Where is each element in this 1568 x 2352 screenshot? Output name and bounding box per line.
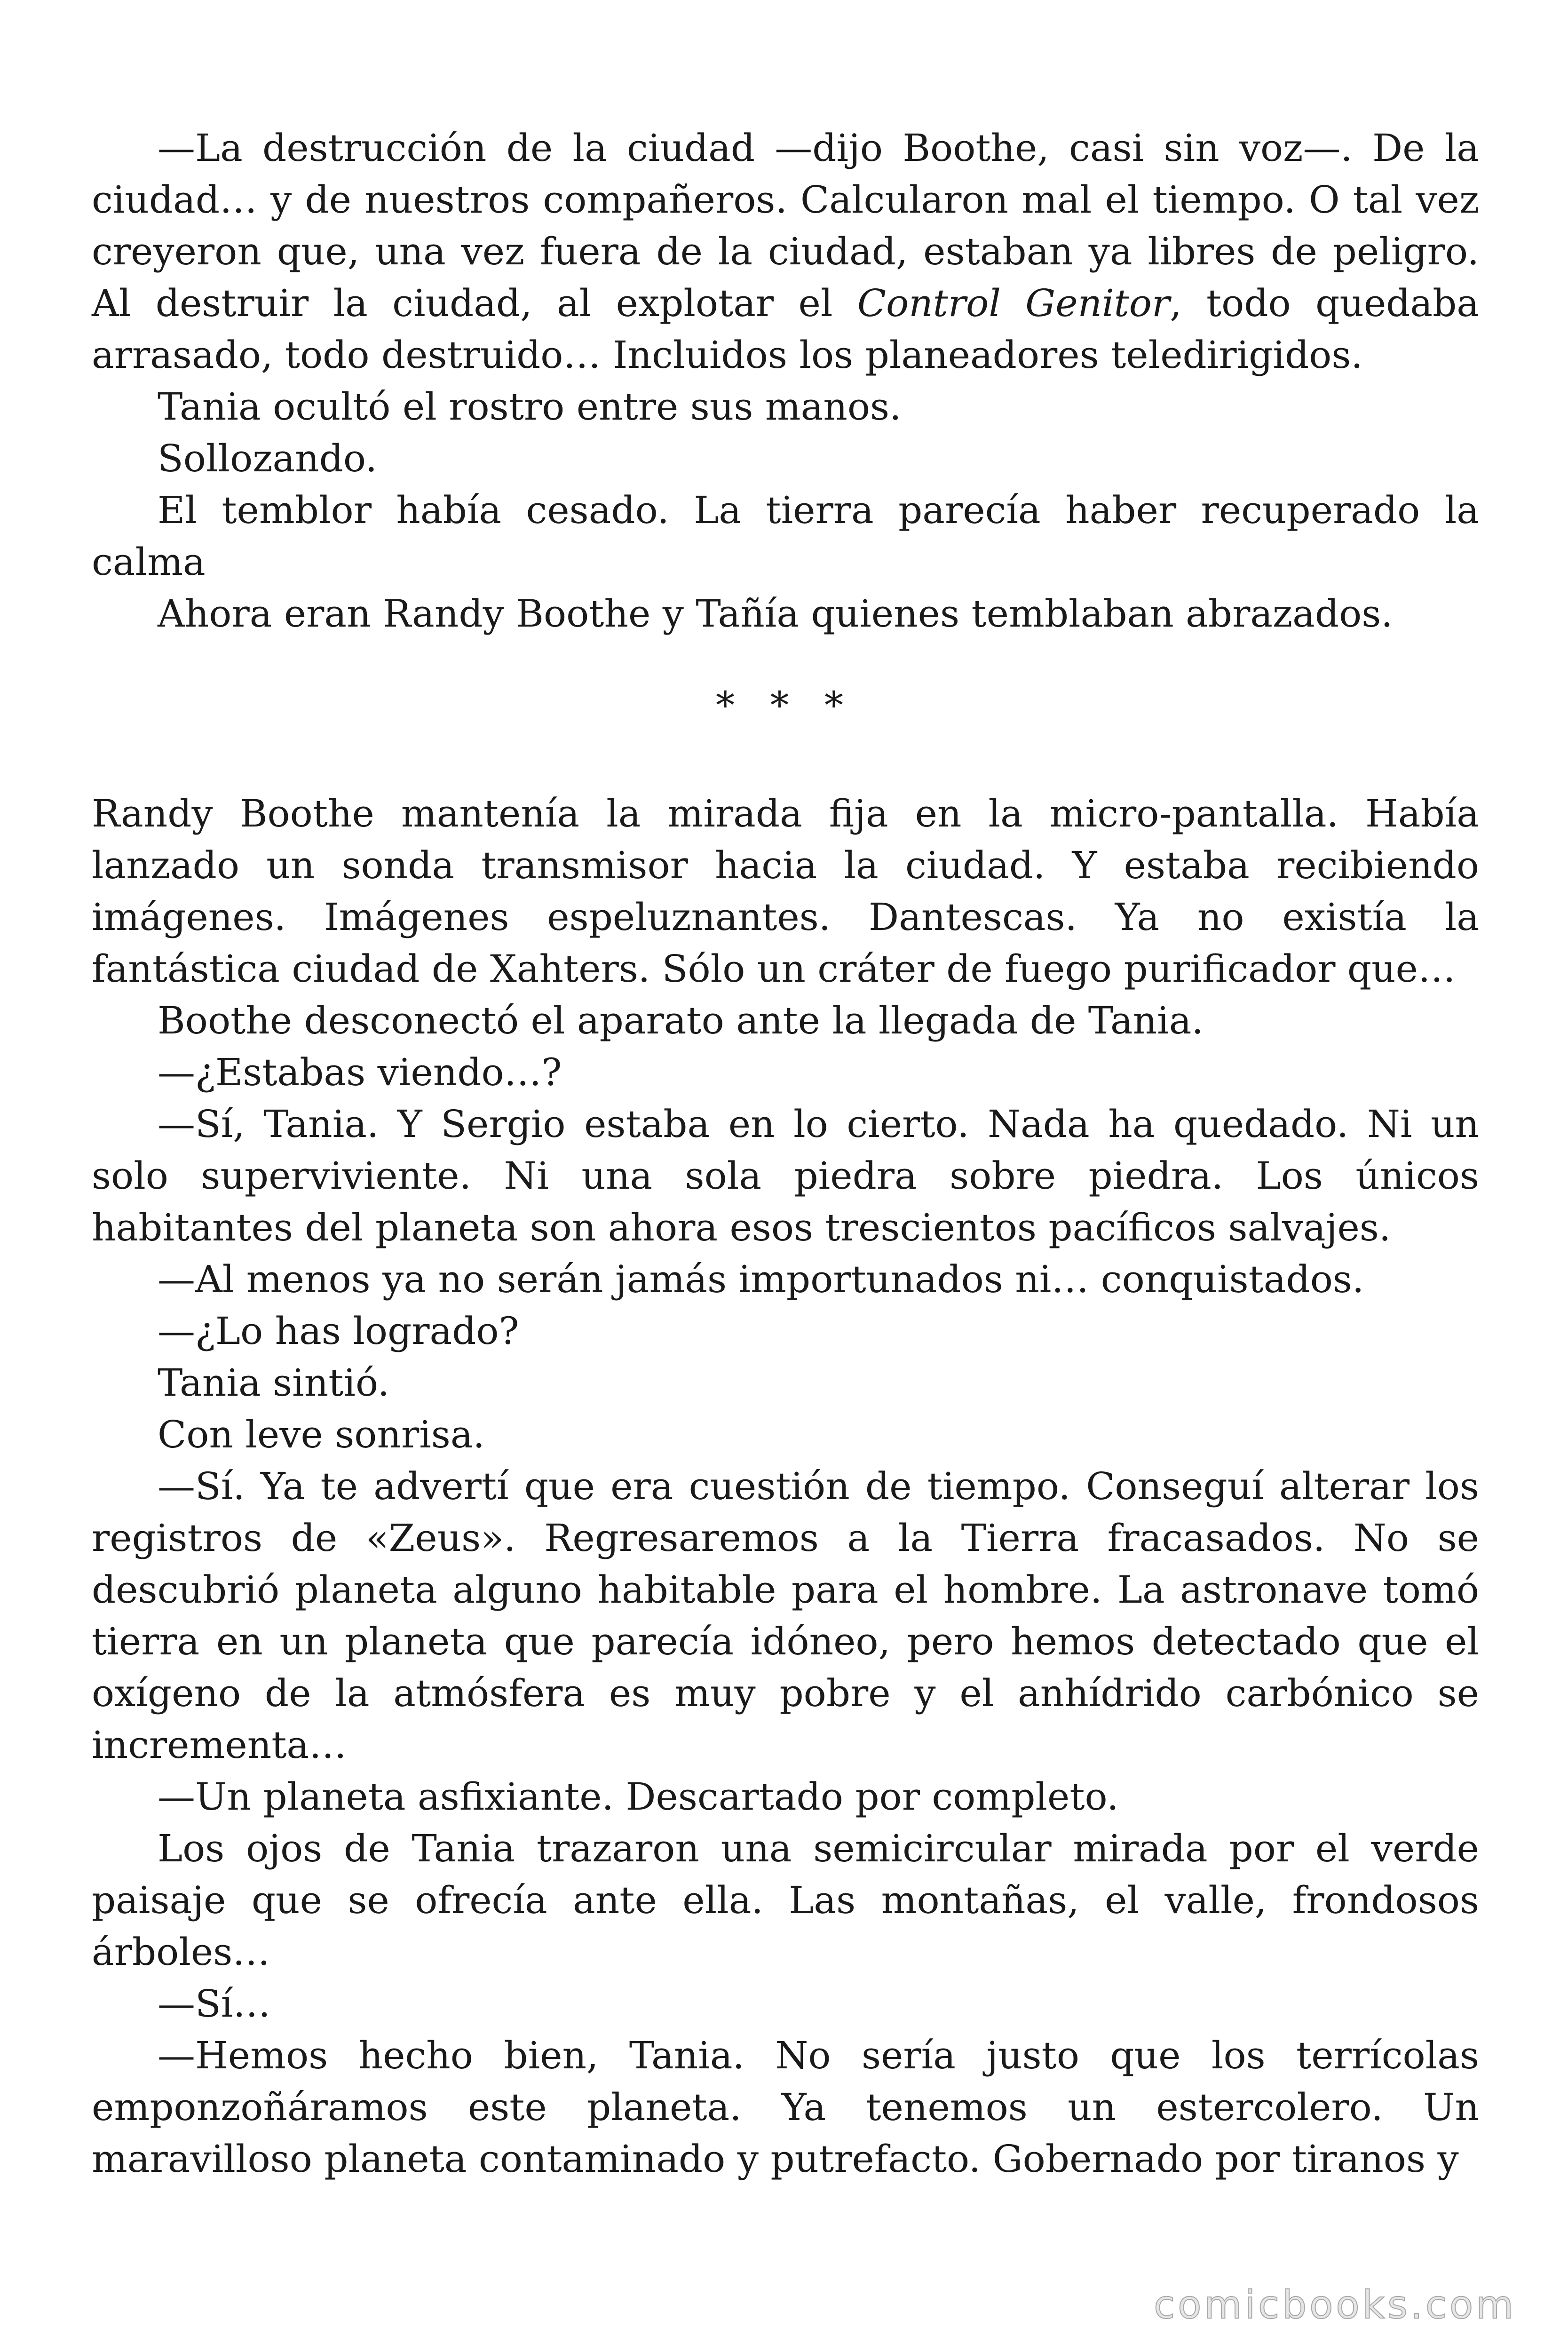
- paragraph-text: , todo quedaba arrasado, todo destruido… Incluidos los planeadores teledirigidos.: [92, 281, 1479, 377]
- paragraph: [92, 122, 1479, 381]
- paragraph: —Hemos hecho bien, Tania. No sería justo que los terrícolas emponzoñáramos este planeta. Ya tenemos un estercolero. Un maravilloso planeta contaminado y putrefacto. Gobernado por tiranos y: [92, 2034, 1479, 2181]
- paragraph: Ahora eran Randy Boothe y Tañía quienes temblaban abrazados.: [158, 592, 1393, 636]
- paragraph: —¿Estabas viendo…?: [158, 1050, 562, 1094]
- section-separator: * * *: [716, 683, 855, 727]
- paragraph: El temblor había cesado. La tierra parecía haber recuperado la calma: [92, 488, 1479, 584]
- paragraph: Los ojos de Tania trazaron una semicircular mirada por el verde paisaje que se ofrecía ante ella. Las montañas, el valle, frondosos árboles…: [92, 1827, 1479, 1974]
- paragraph: Randy Boothe mantenía la mirada fija en la micro-pantalla. Había lanzado un sonda transmisor hacia la ciudad. Y estaba recibiendo imágenes. Imágenes espeluznantes. Dantescas. Ya no existía la fantástica ciudad de Xahters. Sólo un cráter de fuego purificador que…: [92, 792, 1479, 991]
- paragraph: Tania sintió.: [158, 1361, 390, 1405]
- paragraph: —¿Lo has logrado?: [158, 1309, 519, 1353]
- paragraph: —Al menos ya no serán jamás importunados ni… conquistados.: [158, 1257, 1364, 1301]
- paragraph: —Sí, Tania. Y Sergio estaba en lo cierto. Nada ha quedado. Ni un solo superviviente. Ni una sola piedra sobre piedra. Los únicos habitantes del planeta son ahora esos trescientos pacíficos salvajes.: [92, 1102, 1479, 1249]
- paragraph: Sollozando.: [158, 437, 378, 480]
- site-watermark: comicbooks.com: [1154, 2283, 1516, 2328]
- book-page: [92, 122, 1479, 2185]
- paragraph: Tania ocultó el rostro entre sus manos.: [158, 385, 902, 429]
- paragraph: —Sí. Ya te advertí que era cuestión de tiempo. Conseguí alterar los registros de «Zeus». Regresaremos a la Tierra fracasados. No se descubrió planeta alguno habitable para el hombre. La astronave tomó tierra en un planeta que parecía idóneo, pero hemos detectado que el oxígeno de la atmósfera es muy pobre y el anhídrido carbónico se incrementa…: [92, 1464, 1479, 1767]
- paragraph: Con leve sonrisa.: [158, 1413, 485, 1456]
- paragraph-text: —La destrucción de la ciudad —dijo Boothe, casi sin voz—. De la ciudad… y de nuestros compañeros. Calcularon mal el tiempo. O tal vez creyeron que, una vez fuera de la ciudad, estaban ya libres de peligro. Al destruir la ciudad, al explotar el: [92, 126, 1479, 325]
- paragraph: Boothe desconectó el aparato ante la llegada de Tania.: [158, 999, 1204, 1042]
- paragraph: —Un planeta asfixiante. Descartado por completo.: [158, 1775, 1119, 1819]
- italic-term: Control Genitor: [857, 281, 1170, 325]
- paragraph: —Sí…: [158, 1982, 271, 2026]
